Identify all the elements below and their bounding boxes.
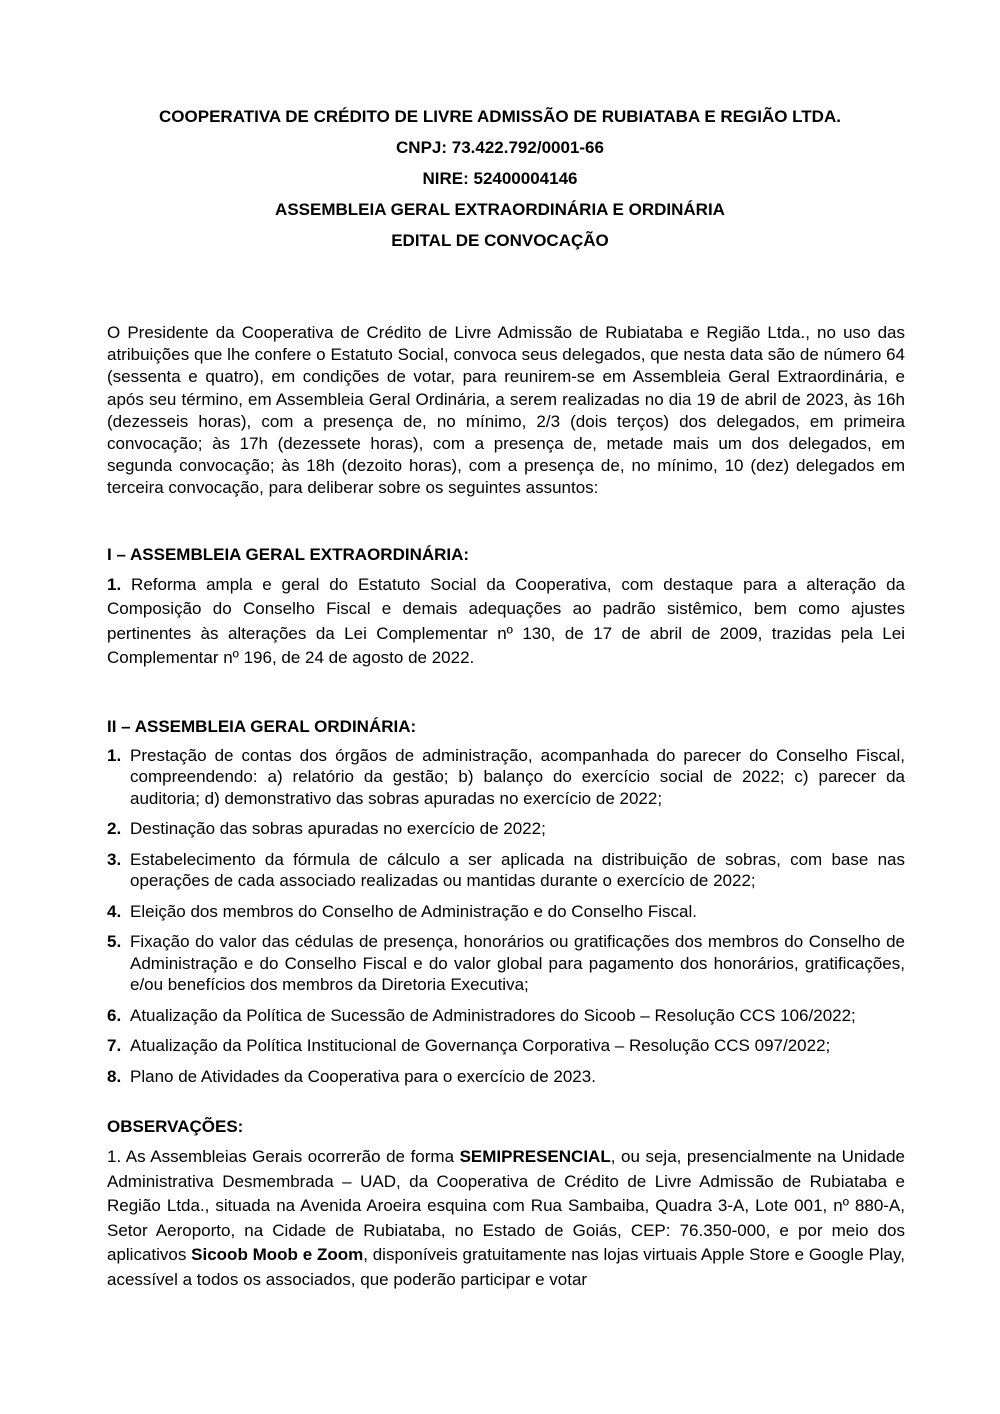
observation-emphasis: SEMIPRESENCIAL bbox=[459, 1147, 611, 1167]
cnpj-line: CNPJ: 73.422.792/0001-66 bbox=[396, 138, 604, 157]
item-text: Atualização da Política de Sucessão de Administradores do Sicoob – Resolução CCS 106/2022; bbox=[130, 1005, 856, 1025]
list-item bbox=[107, 1035, 905, 1057]
item-number: 8. bbox=[107, 1066, 122, 1086]
edict-title: EDITAL DE CONVOCAÇÃO bbox=[391, 231, 609, 250]
item-number: 2. bbox=[107, 819, 122, 839]
observation-text: , ou seja, presencialmente na Unidade Administrativa Desmembrada – UAD, da Cooperativa de Crédito de Livre Admissão de Rubiataba e Região Ltda., situada na Avenida Aroeira esquina com Rua Sambaiba, Quadra 3-A, Lote 001, nº 880-A, Setor Aeroporto, na Cidade de Rubiataba, no Estado de Goiás, CEP: 76.350-000, e por meio dos aplicativos bbox=[107, 1147, 905, 1265]
item-text: Destinação das sobras apuradas no exercício de 2022; bbox=[130, 819, 546, 839]
observation-emphasis: Sicoob Moob e Zoom bbox=[191, 1245, 364, 1265]
list-item bbox=[107, 1066, 905, 1088]
item-text: Estabelecimento da fórmula de cálculo a ser aplicada na distribuição de sobras, com base nas operações de cada associado realizadas ou mantidas durante o exercício de 2022; bbox=[130, 849, 905, 891]
list-item bbox=[107, 931, 905, 996]
section-ordinary-title: II – ASSEMBLEIA GERAL ORDINÁRIA: bbox=[107, 716, 417, 736]
item-number: 5. bbox=[107, 932, 122, 952]
list-item bbox=[107, 745, 905, 810]
list-item bbox=[107, 849, 905, 892]
list-item bbox=[107, 1005, 905, 1027]
observation-text: 1. As Assembleias Gerais ocorrerão de forma bbox=[107, 1147, 460, 1167]
observation-paragraph bbox=[107, 1145, 905, 1292]
ordinary-agenda-list bbox=[107, 745, 905, 1088]
document-header bbox=[0, 101, 1000, 256]
item-number: 6. bbox=[107, 1005, 122, 1025]
section-extraordinary-title: I – ASSEMBLEIA GERAL EXTRAORDINÁRIA: bbox=[107, 544, 470, 564]
item-number: 3. bbox=[107, 849, 122, 869]
item-text: Eleição dos membros do Conselho de Administração e do Conselho Fiscal. bbox=[130, 901, 697, 921]
nire-line: NIRE: 52400004146 bbox=[422, 169, 578, 188]
item-number: 7. bbox=[107, 1036, 122, 1056]
intro-paragraph: O Presidente da Cooperativa de Crédito de Livre Admissão de Rubiataba e Região Ltda., no uso das atribuições que lhe confere o Estatuto Social, convoca seus delegados, que nesta data são de número 64 (sessenta e quatro), em condições de votar, para reunirem-se em Assembleia Geral Extraordinária, e após seu término, em Assembleia Geral Ordinária, a serem realizadas no dia 19 de abril de 2023, às 16h (dezesseis horas), com a presença de, no mínimo, 2/3 (dois terços) dos delegados, em primeira convocação; às 17h (dezessete horas), com a presença de, metade mais um dos delegados, em segunda convocação; às 18h (dezoito horas), com a presença de, no mínimo, 10 (dez) delegados em terceira convocação, para deliberar sobre os seguintes assuntos: bbox=[107, 323, 905, 498]
list-item bbox=[107, 901, 905, 923]
cooperative-name: COOPERATIVA DE CRÉDITO DE LIVRE ADMISSÃO DE RUBIATABA E REGIÃO LTDA. bbox=[159, 107, 841, 126]
item-text: Plano de Atividades da Cooperativa para o exercício de 2023. bbox=[130, 1066, 596, 1086]
item-text: Prestação de contas dos órgãos de administração, acompanhada do parecer do Conselho Fiscal, compreendendo: a) relatório da gestão; b) balanço do exercício social de 2022; c) parecer da auditoria; d) demonstrativo das sobras apuradas no exercício de 2022; bbox=[130, 745, 905, 808]
item-number: 4. bbox=[107, 901, 122, 921]
item-text: Reforma ampla e geral do Estatuto Social da Cooperativa, com destaque para a alteração da Composição do Conselho Fiscal e demais adequações ao padrão sistêmico, bem como ajustes pertinentes às alterações da Lei Complementar nº 130, de 17 de abril de 2009, trazidas pela Lei Complementar nº 196, de 24 de agosto de 2022. bbox=[107, 574, 905, 668]
item-number: 1. bbox=[107, 574, 122, 594]
assembly-title: ASSEMBLEIA GERAL EXTRAORDINÁRIA E ORDINÁRIA bbox=[275, 200, 725, 219]
section-extraordinary-item bbox=[107, 573, 905, 671]
item-text: Atualização da Política Institucional de Governança Corporativa – Resolução CCS 097/2022; bbox=[130, 1036, 831, 1056]
observation-text: , disponíveis gratuitamente nas lojas virtuais Apple Store e Google Play, acessível a todos os associados, que poderão participar e votar bbox=[107, 1245, 905, 1289]
observations-title: OBSERVAÇÕES: bbox=[107, 1117, 244, 1137]
item-number: 1. bbox=[107, 745, 122, 765]
item-text: Fixação do valor das cédulas de presença, honorários ou gratificações dos membros do Conselho de Administração e do Conselho Fiscal e do valor global para pagamento dos honorários, gratificações, e/ou benefícios dos membros da Diretoria Executiva; bbox=[130, 932, 905, 995]
document-body bbox=[107, 322, 905, 1292]
list-item bbox=[107, 818, 905, 840]
